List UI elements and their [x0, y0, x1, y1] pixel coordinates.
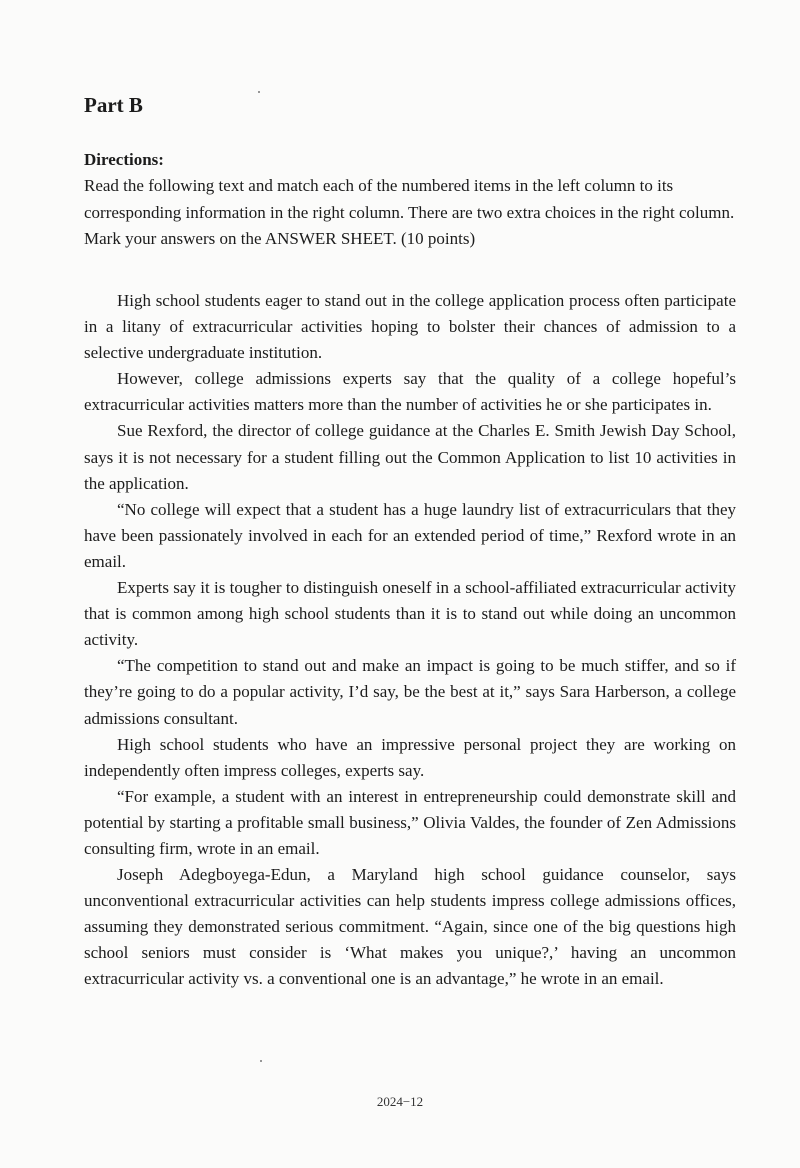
page-number: 2024−12	[376, 1094, 424, 1109]
passage-paragraph: High school students who have an impressive personal project they are working on independently often impress colleges, experts say.	[84, 734, 736, 780]
directions-heading: Directions:	[84, 150, 164, 169]
reading-passage	[84, 288, 736, 993]
passage-paragraph: “No college will expect that a student has a huge laundry list of extracurriculars that they have been passionately involved in each for an extended period of time,” Rexford wrote in an email.	[84, 499, 736, 571]
directions-text: Read the following text and match each of the numbered items in the left column to its corresponding information in the right column. There are two extra choices in the right column. Mark your answers on the ANSWER SHEET. (10 points)	[84, 176, 735, 248]
scan-speck	[258, 91, 260, 93]
passage-paragraph: However, college admissions experts say that the quality of a college hopeful’s extracurricular activities matters more than the number of activities he or she participates in.	[84, 369, 736, 415]
passage-paragraph: Sue Rexford, the director of college guidance at the Charles E. Smith Jewish Day School, says it is not necessary for a student filling out the Common Application to list 10 activities in the application.	[84, 421, 736, 493]
passage-paragraph: Experts say it is tougher to distinguish oneself in a school-affiliated extracurricular activity that is common among high school students than it is to stand out while doing an uncommon activity.	[84, 578, 736, 650]
passage-paragraph: High school students eager to stand out in the college application process often participate in a litany of extracurricular activities hoping to bolster their chances of admission to a selective undergraduate institution.	[84, 291, 736, 363]
section-title: Part B	[84, 93, 143, 117]
scan-speck	[260, 1060, 262, 1062]
passage-paragraph: Joseph Adegboyega-Edun, a Maryland high school guidance counselor, says unconventional extracurricular activities can help students impress college admissions offices, assuming they demonstrated serious commitment. “Again, since one of the big questions high school seniors must consider is ‘What makes you unique?,’ having an uncommon extracurricular activity vs. a conventional one is an advantage,” he wrote in an email.	[84, 865, 736, 989]
passage-paragraph: “The competition to stand out and make an impact is going to be much stiffer, and so if they’re going to do a popular activity, I’d say, be the best at it,” says Sara Harberson, a college admissions consultant.	[84, 656, 736, 728]
passage-paragraph: “For example, a student with an interest in entrepreneurship could demonstrate skill and potential by starting a profitable small business,” Olivia Valdes, the founder of Zen Admissions consulting firm, wrote in an email.	[84, 786, 736, 858]
